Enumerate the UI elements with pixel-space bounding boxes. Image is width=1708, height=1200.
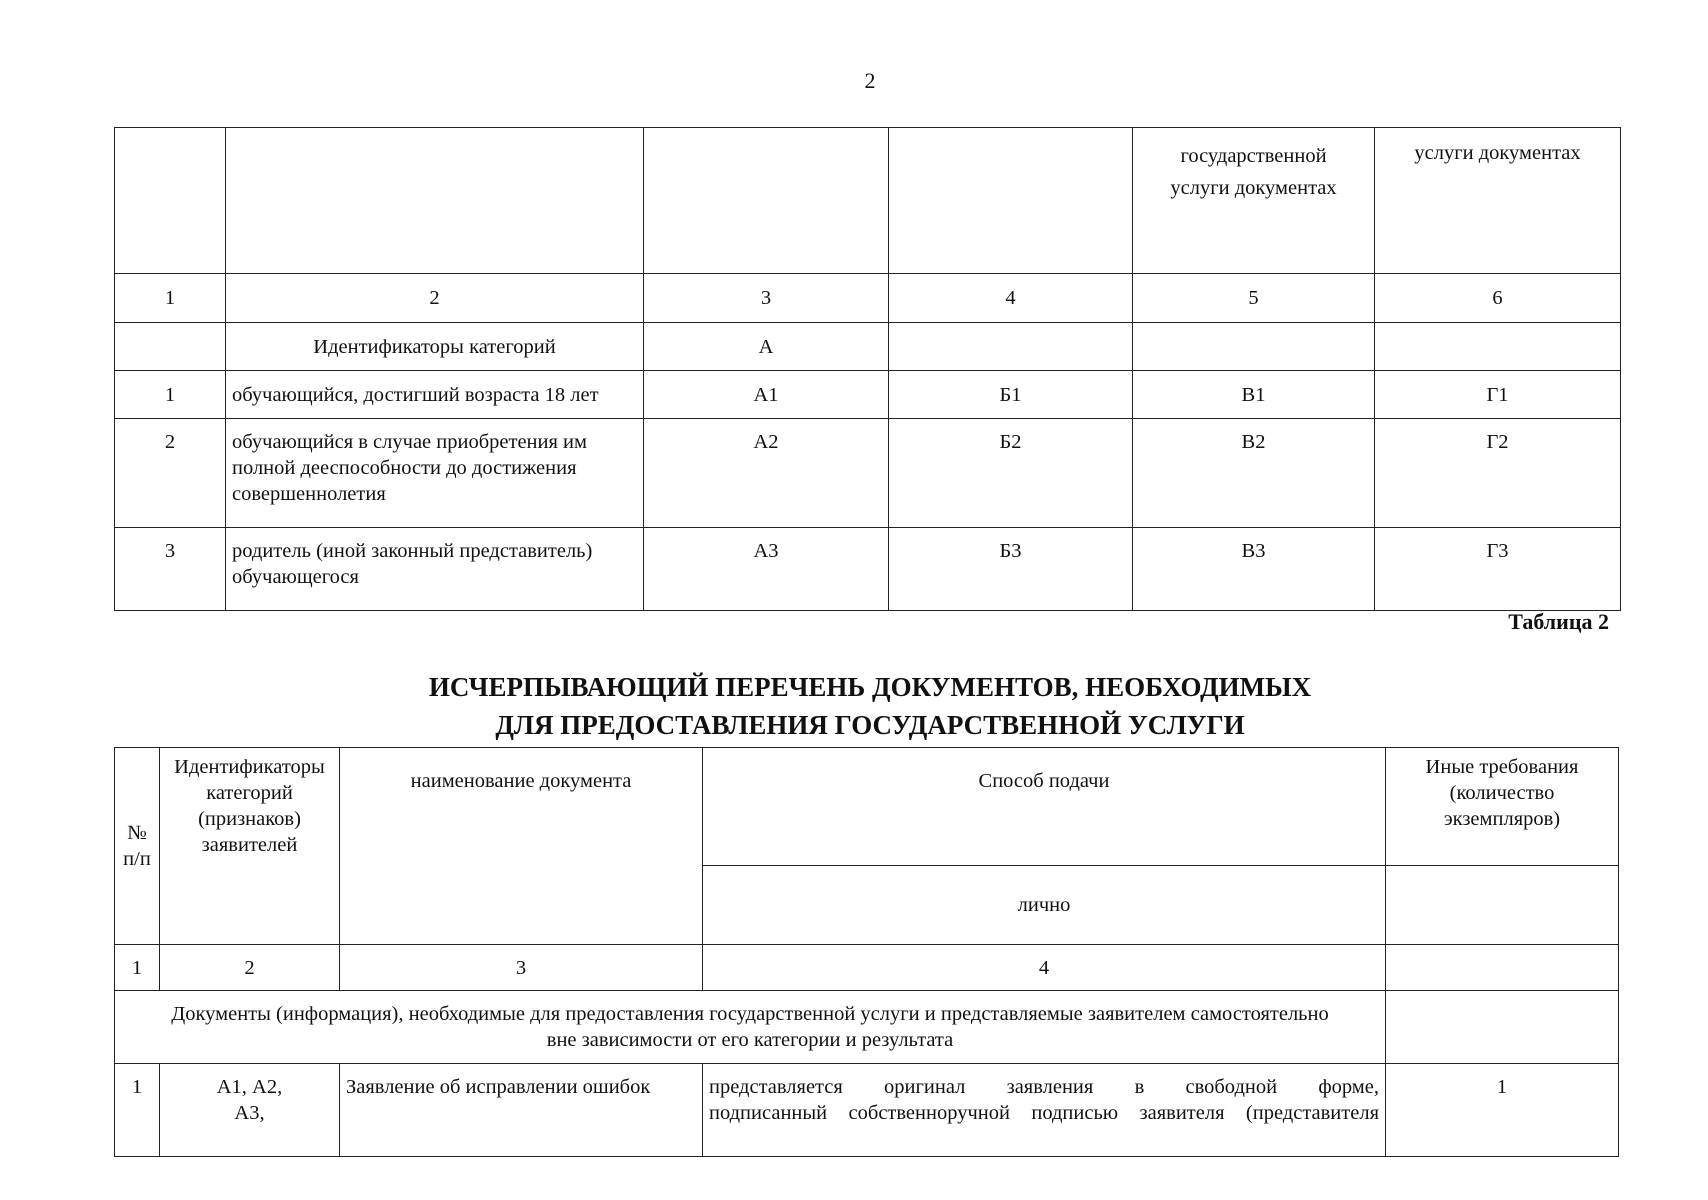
row-identifiers-line-1: А1, А2, xyxy=(216,1076,283,1098)
table2-colnum-2: 2 xyxy=(160,945,340,991)
table1-identifiers-empty-4 xyxy=(889,323,1133,371)
row-number: 1 xyxy=(115,1064,160,1157)
table1-identifiers-empty xyxy=(115,323,226,371)
number-column-header xyxy=(115,748,160,945)
submission-method-header: Способ подачи xyxy=(703,748,1386,866)
documents-table xyxy=(114,747,1619,1157)
row-identifiers-line-2: А3, xyxy=(234,1102,265,1124)
in-person-subheader: лично xyxy=(703,866,1386,945)
category-code-b: Б1 xyxy=(889,371,1133,419)
table1-colnum-2: 2 xyxy=(226,274,644,323)
section-row-empty xyxy=(1386,991,1619,1064)
table1-identifiers-empty-6 xyxy=(1375,323,1621,371)
table1-colnum-6: 6 xyxy=(1375,274,1621,323)
section-row xyxy=(115,991,1619,1064)
category-code-b: Б2 xyxy=(889,419,1133,528)
number-column-header-text: № п/п xyxy=(123,822,151,870)
table2-colnum-4: 4 xyxy=(703,945,1386,991)
table1-identifiers-value: А xyxy=(644,323,889,371)
table1-colnum-3: 3 xyxy=(644,274,889,323)
table1-identifiers-label: Идентификаторы категорий xyxy=(226,323,644,371)
table1-header-cell-4 xyxy=(889,128,1133,274)
other-requirements-header-text: Иные требования (количество экземпляров) xyxy=(1425,756,1579,830)
row-copies: 1 xyxy=(1386,1064,1619,1157)
table1-identifiers-row xyxy=(115,323,1621,371)
category-code-a: А1 xyxy=(644,371,889,419)
category-code-d: Г1 xyxy=(1375,371,1621,419)
row-identifiers xyxy=(160,1064,340,1157)
category-description: обучающийся, достигший возраста 18 лет xyxy=(226,371,644,419)
table2-header-row xyxy=(115,748,1619,866)
category-code-c: В1 xyxy=(1133,371,1375,419)
document-name-column-header: наименование документа xyxy=(340,748,703,945)
category-description: родитель (иной законный представитель) обучающегося xyxy=(226,528,644,611)
table1-header-row xyxy=(115,128,1621,274)
table1-header-cell-5 xyxy=(1133,128,1375,274)
table2-colnum-1: 1 xyxy=(115,945,160,991)
row-submission-method-line-2: подписанный собственноручной подписью заявителя (представителя xyxy=(709,1102,1379,1124)
section-heading-text: Документы (информация), необходимые для предоставления государственной услуги и представляемые заявителем самостоятельно вне зависимости от его категории и результата xyxy=(171,1003,1329,1051)
category-code-a: А2 xyxy=(644,419,889,528)
table-row xyxy=(115,419,1621,528)
table1-header-cell-3 xyxy=(644,128,889,274)
category-description: обучающийся в случае приобретения им полной дееспособности до достижения совершеннолетия xyxy=(226,419,644,528)
category-code-c: В3 xyxy=(1133,528,1375,611)
document-title-line-1: ИСЧЕРПЫВАЮЩИЙ ПЕРЕЧЕНЬ ДОКУМЕНТОВ, НЕОБХОДИМЫХ xyxy=(428,672,1312,702)
row-number: 2 xyxy=(115,419,226,528)
row-document-name: Заявление об исправлении ошибок xyxy=(340,1064,703,1157)
table-row xyxy=(115,371,1621,419)
table2-colnum-3: 3 xyxy=(340,945,703,991)
category-code-a: А3 xyxy=(644,528,889,611)
table1-colnum-4: 4 xyxy=(889,274,1133,323)
table1-column-numbers-row xyxy=(115,274,1621,323)
section-heading xyxy=(115,991,1386,1064)
table1-colnum-5: 5 xyxy=(1133,274,1375,323)
identifiers-column-header: Идентификаторы категорий (признаков) заявителей xyxy=(160,748,340,945)
table1-identifiers-empty-5 xyxy=(1133,323,1375,371)
table1-header-cell-2 xyxy=(226,128,644,274)
category-code-d: Г3 xyxy=(1375,528,1621,611)
table1-colnum-1: 1 xyxy=(115,274,226,323)
category-code-c: В2 xyxy=(1133,419,1375,528)
table-caption: Таблица 2 xyxy=(1508,609,1609,634)
table2-subheader-empty xyxy=(1386,866,1619,945)
table1-header-text-5: государственной услуги документах xyxy=(1170,145,1337,199)
row-submission-method-line-1: представляется оригинал заявления в свободной форме, xyxy=(709,1076,1379,1098)
row-number: 3 xyxy=(115,528,226,611)
table2-column-numbers-row xyxy=(115,945,1619,991)
category-code-d: Г2 xyxy=(1375,419,1621,528)
row-submission-method xyxy=(703,1064,1386,1157)
document-title-line-2: ДЛЯ ПРЕДОСТАВЛЕНИЯ ГОСУДАРСТВЕННОЙ УСЛУГИ xyxy=(495,710,1245,740)
table-row xyxy=(115,1064,1619,1157)
row-number: 1 xyxy=(115,371,226,419)
table1-header-cell-1 xyxy=(115,128,226,274)
table2-colnum-5-empty xyxy=(1386,945,1619,991)
category-code-b: Б3 xyxy=(889,528,1133,611)
document-title xyxy=(0,668,1708,744)
other-requirements-header xyxy=(1386,748,1619,866)
table1-header-cell-6: услуги документах xyxy=(1375,128,1621,274)
page-number: 2 xyxy=(864,68,876,93)
categories-table xyxy=(114,127,1621,611)
table-row xyxy=(115,528,1621,611)
